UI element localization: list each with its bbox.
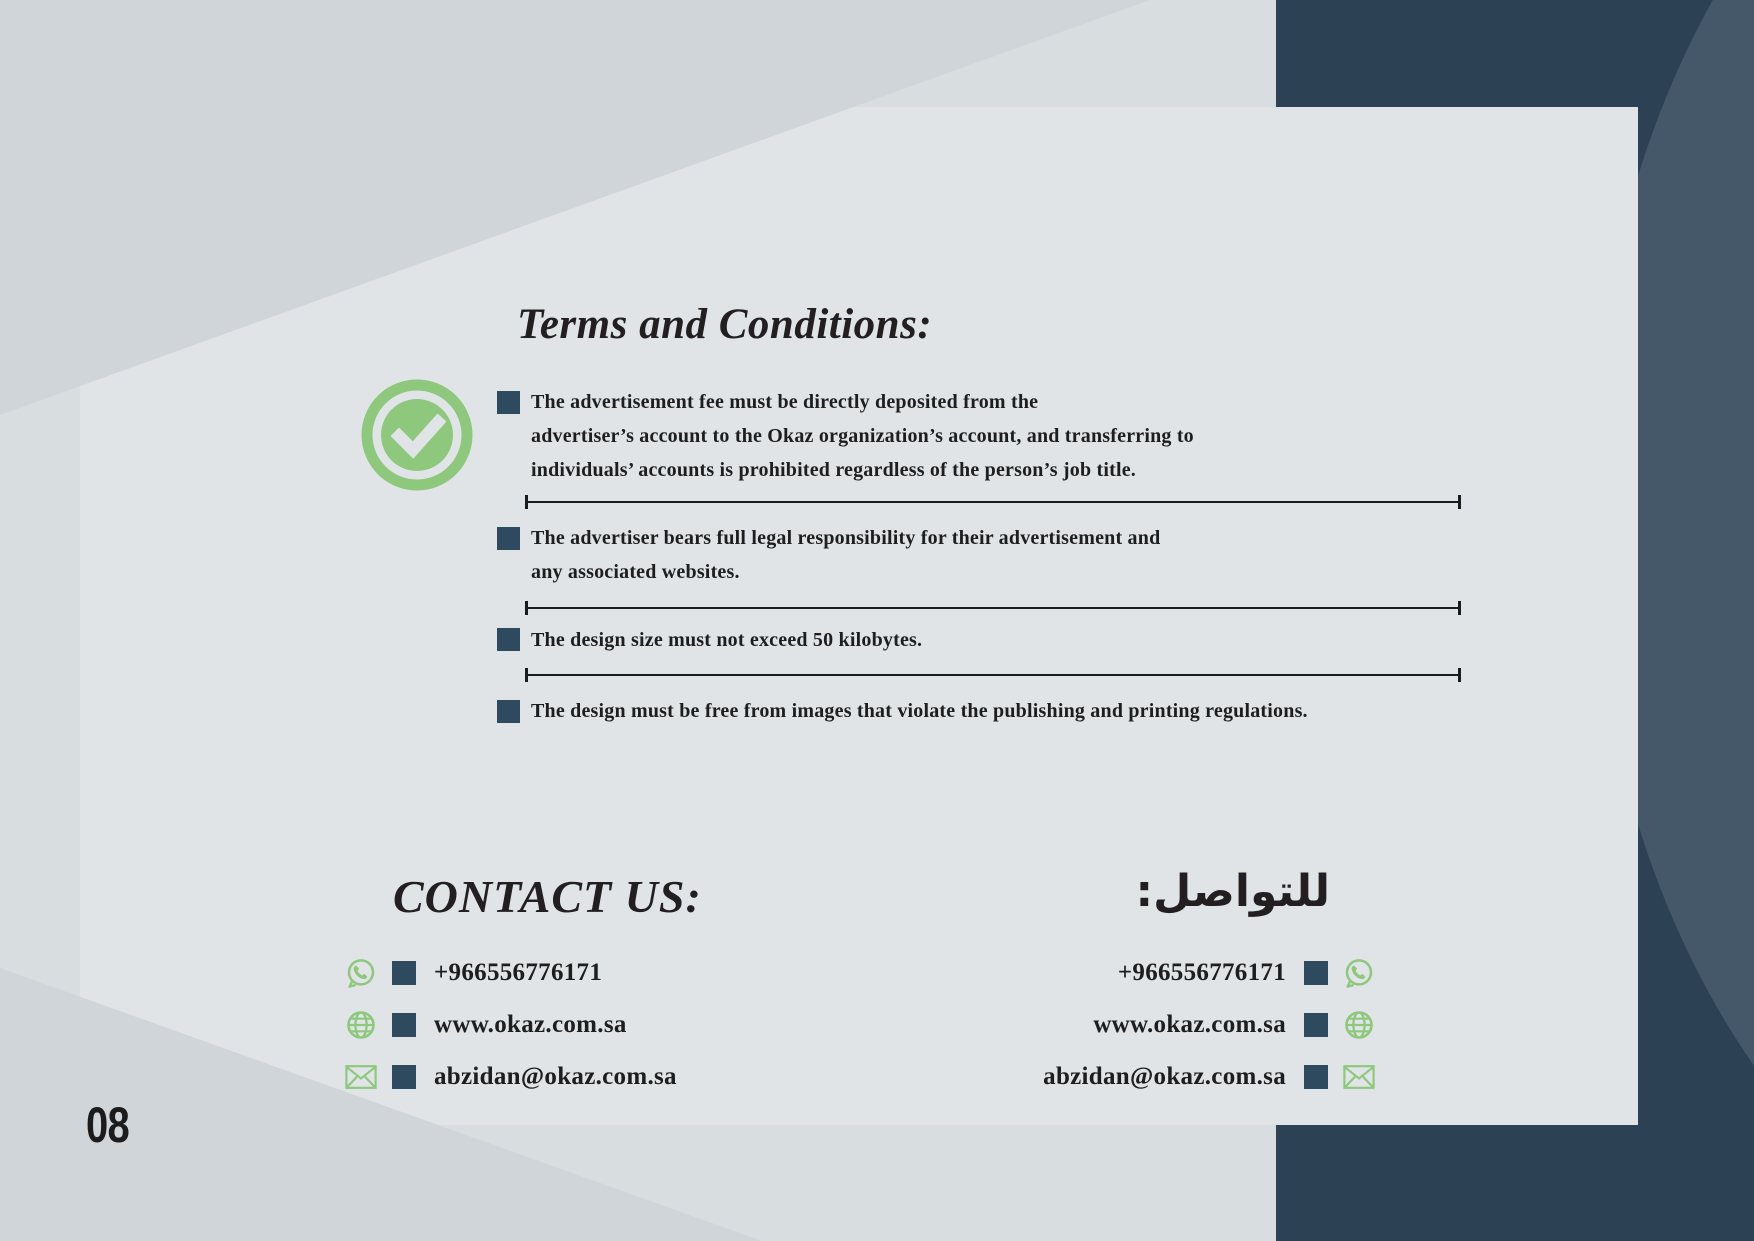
- terms-item-4-line-1: The design must be free from images that violate the publishing and printing regulations.: [531, 700, 1308, 722]
- contact-row-email: [345, 1059, 677, 1095]
- terms-item-2: [531, 521, 1160, 589]
- email-address: abzidan@okaz.com.sa: [434, 1063, 677, 1090]
- email-address: abzidan@okaz.com.sa: [1043, 1063, 1286, 1090]
- terms-item-3: [531, 623, 922, 657]
- contact-heading-ar: للتواصل:: [1135, 866, 1330, 917]
- terms-item-1-line-3: individuals’ accounts is prohibited regardless of the person’s job title.: [531, 459, 1137, 481]
- bullet-marker: [1304, 1013, 1328, 1037]
- phone-number: +966556776171: [1117, 959, 1286, 986]
- terms-title: Terms and Conditions:: [517, 301, 933, 348]
- terms-item-1: [531, 385, 1194, 487]
- contact-heading-en: CONTACT US:: [393, 871, 702, 922]
- bullet-marker: [1304, 1065, 1328, 1089]
- section-divider: [525, 501, 1461, 503]
- check-circle-icon: [360, 378, 474, 492]
- bullet-marker: [497, 700, 520, 723]
- website-url: www.okaz.com.sa: [1093, 1011, 1286, 1038]
- mail-icon: [1343, 1064, 1375, 1090]
- whatsapp-icon: [1343, 957, 1375, 989]
- whatsapp-icon: [345, 957, 377, 989]
- contact-row-website-ar: [1093, 1007, 1375, 1043]
- mail-icon: [345, 1064, 377, 1090]
- bullet-marker: [392, 1065, 416, 1089]
- website-url: www.okaz.com.sa: [434, 1011, 627, 1038]
- terms-item-1-line-2: advertiser’s account to the Okaz organization’s account, and transferring to: [531, 425, 1194, 447]
- terms-item-2-line-1: The advertiser bears full legal responsibility for their advertisement and: [531, 527, 1161, 549]
- globe-icon: [1343, 1009, 1375, 1041]
- bullet-marker: [497, 527, 520, 550]
- globe-icon: [345, 1009, 377, 1041]
- terms-item-2-line-2: any associated websites.: [531, 561, 740, 583]
- contact-row-website: [345, 1007, 627, 1043]
- page-number: 08: [86, 1097, 129, 1153]
- contact-row-email-ar: [1043, 1059, 1375, 1095]
- contact-row-phone-ar: [1118, 955, 1375, 991]
- bullet-marker: [497, 391, 520, 414]
- terms-item-1-line-1: The advertisement fee must be directly deposited from the: [531, 391, 1039, 413]
- terms-item-3-line-1: The design size must not exceed 50 kilobytes.: [531, 629, 923, 651]
- bullet-marker: [392, 1013, 416, 1037]
- bullet-marker: [392, 961, 416, 985]
- bullet-marker: [497, 628, 520, 651]
- section-divider: [525, 607, 1461, 609]
- contact-row-phone: [345, 955, 602, 991]
- bullet-marker: [1304, 961, 1328, 985]
- section-divider: [525, 674, 1461, 676]
- terms-item-4: [531, 694, 1308, 728]
- phone-number: +966556776171: [434, 959, 603, 986]
